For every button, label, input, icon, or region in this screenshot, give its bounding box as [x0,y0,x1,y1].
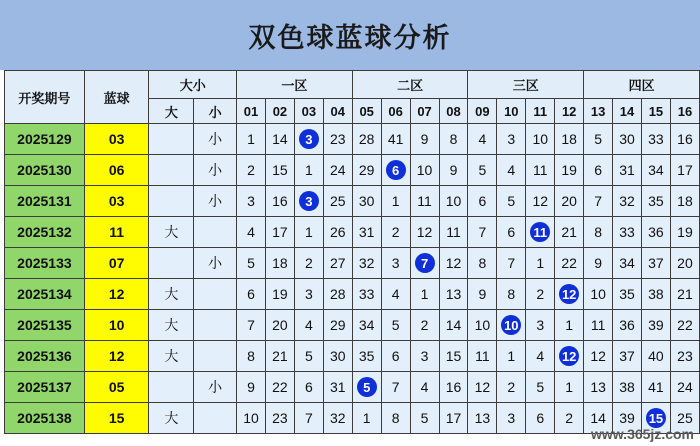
small-cell: 小 [194,372,237,403]
miss-count-cell: 2 [410,310,439,341]
miss-count-cell: 39 [641,310,670,341]
miss-count-cell: 14 [265,124,294,155]
miss-count-cell: 2 [237,155,266,186]
miss-count-cell: 1 [294,217,323,248]
miss-count-cell: 30 [613,124,642,155]
small-cell [194,217,237,248]
miss-count-cell: 40 [641,341,670,372]
blue-ball-marker: 3 [299,191,319,211]
period-cell: 2025134 [5,279,85,310]
miss-count-cell: 12 [439,248,468,279]
miss-count-cell: 16 [439,372,468,403]
miss-count-cell: 19 [670,217,699,248]
miss-count-cell: 6 [294,372,323,403]
miss-count-cell: 5 [468,155,497,186]
big-cell [149,155,194,186]
miss-count-cell: 21 [265,341,294,372]
blue-ball-marker: 15 [646,408,666,428]
miss-count-cell: 21 [555,217,584,248]
small-cell [194,341,237,372]
header-big: 大 [149,99,194,124]
miss-count-cell: 4 [526,341,555,372]
small-cell: 小 [194,155,237,186]
header-col: 16 [670,99,699,124]
header-size: 大小 [149,71,237,99]
small-cell: 小 [194,124,237,155]
hit-cell [381,155,410,186]
miss-count-cell: 28 [352,124,381,155]
miss-count-cell: 4 [294,310,323,341]
hit-cell [497,310,526,341]
miss-count-cell: 32 [613,186,642,217]
small-cell: 小 [194,248,237,279]
miss-count-cell: 8 [497,279,526,310]
big-cell [149,248,194,279]
hit-cell [555,341,584,372]
period-cell: 2025133 [5,248,85,279]
miss-count-cell: 5 [526,372,555,403]
blue-ball-marker: 7 [415,253,435,273]
miss-count-cell: 6 [237,279,266,310]
miss-count-cell: 34 [352,310,381,341]
miss-count-cell: 3 [497,124,526,155]
blue-number-cell: 05 [84,372,149,403]
miss-count-cell: 22 [670,310,699,341]
miss-count-cell: 23 [265,403,294,434]
miss-count-cell: 11 [410,186,439,217]
miss-count-cell: 5 [584,124,613,155]
miss-count-cell: 6 [584,155,613,186]
miss-count-cell: 17 [265,217,294,248]
blue-ball-marker: 6 [386,160,406,180]
big-cell [149,124,194,155]
blue-ball-marker: 5 [357,377,377,397]
miss-count-cell: 1 [237,124,266,155]
header-col: 10 [497,99,526,124]
miss-count-cell: 22 [265,372,294,403]
miss-count-cell: 9 [468,279,497,310]
header-col: 15 [641,99,670,124]
period-cell: 2025129 [5,124,85,155]
miss-count-cell: 5 [381,310,410,341]
miss-count-cell: 2 [526,279,555,310]
miss-count-cell: 11 [526,155,555,186]
miss-count-cell: 31 [613,155,642,186]
blue-number-cell: 10 [84,310,149,341]
miss-count-cell: 13 [439,279,468,310]
big-cell [149,186,194,217]
miss-count-cell: 10 [526,124,555,155]
blue-number-cell: 03 [84,186,149,217]
miss-count-cell: 26 [323,217,352,248]
miss-count-cell: 14 [584,403,613,434]
hit-cell [555,279,584,310]
miss-count-cell: 25 [670,403,699,434]
miss-count-cell: 12 [468,372,497,403]
miss-count-cell: 4 [497,155,526,186]
header-col: 06 [381,99,410,124]
watermark: www.365jz.com [591,426,694,442]
miss-count-cell: 19 [555,155,584,186]
miss-count-cell: 12 [410,217,439,248]
miss-count-cell: 8 [439,124,468,155]
miss-count-cell: 10 [237,403,266,434]
header-col: 04 [323,99,352,124]
period-cell: 2025131 [5,186,85,217]
header-col: 09 [468,99,497,124]
blue-ball-marker: 11 [530,222,550,242]
small-cell: 小 [194,186,237,217]
miss-count-cell: 7 [584,186,613,217]
blue-number-cell: 12 [84,279,149,310]
big-cell [149,372,194,403]
miss-count-cell: 31 [352,217,381,248]
header-col: 07 [410,99,439,124]
table-row [5,155,700,186]
miss-count-cell: 9 [584,248,613,279]
header-col: 13 [584,99,613,124]
period-cell: 2025132 [5,217,85,248]
miss-count-cell: 7 [237,310,266,341]
miss-count-cell: 3 [294,279,323,310]
miss-count-cell: 18 [265,248,294,279]
miss-count-cell: 28 [323,279,352,310]
header-zone-1: 一区 [237,71,353,99]
miss-count-cell: 3 [526,310,555,341]
miss-count-cell: 33 [641,124,670,155]
blue-number-cell: 11 [84,217,149,248]
miss-count-cell: 1 [497,341,526,372]
blue-number-cell: 03 [84,124,149,155]
miss-count-cell: 38 [641,279,670,310]
miss-count-cell: 20 [265,310,294,341]
miss-count-cell: 7 [497,248,526,279]
miss-count-cell: 37 [613,341,642,372]
miss-count-cell: 23 [323,124,352,155]
miss-count-cell: 31 [323,372,352,403]
miss-count-cell: 22 [555,248,584,279]
small-cell [194,310,237,341]
miss-count-cell: 15 [265,155,294,186]
miss-count-cell: 36 [613,310,642,341]
table-row [5,217,700,248]
miss-count-cell: 38 [613,372,642,403]
table-row [5,372,700,403]
miss-count-cell: 15 [439,341,468,372]
header-col: 11 [526,99,555,124]
blue-number-cell: 12 [84,341,149,372]
miss-count-cell: 3 [410,341,439,372]
miss-count-cell: 41 [641,372,670,403]
miss-count-cell: 13 [584,372,613,403]
miss-count-cell: 10 [410,155,439,186]
miss-count-cell: 35 [352,341,381,372]
miss-count-cell: 7 [294,403,323,434]
table-row [5,124,700,155]
miss-count-cell: 17 [439,403,468,434]
miss-count-cell: 7 [468,217,497,248]
miss-count-cell: 5 [294,341,323,372]
miss-count-cell: 1 [526,248,555,279]
big-cell: 大 [149,341,194,372]
miss-count-cell: 6 [497,217,526,248]
miss-count-cell: 35 [613,279,642,310]
miss-count-cell: 25 [323,186,352,217]
hit-cell [294,186,323,217]
miss-count-cell: 4 [410,372,439,403]
header-col: 14 [613,99,642,124]
miss-count-cell: 6 [381,341,410,372]
miss-count-cell: 1 [352,403,381,434]
miss-count-cell: 11 [468,341,497,372]
miss-count-cell: 33 [613,217,642,248]
miss-count-cell: 14 [439,310,468,341]
miss-count-cell: 34 [613,248,642,279]
miss-count-cell: 3 [381,248,410,279]
miss-count-cell: 13 [468,403,497,434]
miss-count-cell: 32 [352,248,381,279]
header-col: 05 [352,99,381,124]
analysis-table [4,70,700,434]
miss-count-cell: 2 [497,372,526,403]
table-row [5,341,700,372]
miss-count-cell: 24 [670,372,699,403]
header-period: 开奖期号 [5,71,85,124]
miss-count-cell: 16 [265,186,294,217]
blue-ball-marker: 3 [299,129,319,149]
miss-count-cell: 27 [323,248,352,279]
miss-count-cell: 39 [613,403,642,434]
hit-cell [410,248,439,279]
miss-count-cell: 6 [468,186,497,217]
miss-count-cell: 1 [555,310,584,341]
miss-count-cell: 19 [265,279,294,310]
miss-count-cell: 16 [670,124,699,155]
blue-ball-marker: 12 [559,284,579,304]
period-cell: 2025137 [5,372,85,403]
header-zone-3: 三区 [468,71,584,99]
header-col: 12 [555,99,584,124]
page-title: 双色球蓝球分析 [0,0,700,70]
miss-count-cell: 35 [641,186,670,217]
miss-count-cell: 11 [584,310,613,341]
table-row [5,310,700,341]
miss-count-cell: 10 [584,279,613,310]
miss-count-cell: 5 [410,403,439,434]
miss-count-cell: 18 [555,124,584,155]
miss-count-cell: 10 [439,186,468,217]
period-cell: 2025130 [5,155,85,186]
miss-count-cell: 8 [468,248,497,279]
header-zone-4: 四区 [584,71,700,99]
blue-number-cell: 06 [84,155,149,186]
miss-count-cell: 30 [323,341,352,372]
miss-count-cell: 34 [641,155,670,186]
header-col: 02 [265,99,294,124]
miss-count-cell: 12 [526,186,555,217]
big-cell: 大 [149,403,194,434]
miss-count-cell: 20 [670,248,699,279]
miss-count-cell: 1 [381,186,410,217]
blue-ball-marker: 10 [501,315,521,335]
miss-count-cell: 17 [670,155,699,186]
miss-count-cell: 1 [555,372,584,403]
blue-number-cell: 07 [84,248,149,279]
header-col: 08 [439,99,468,124]
miss-count-cell: 30 [352,186,381,217]
miss-count-cell: 29 [323,310,352,341]
miss-count-cell: 9 [410,124,439,155]
header-col: 01 [237,99,266,124]
miss-count-cell: 37 [641,248,670,279]
miss-count-cell: 32 [323,403,352,434]
miss-count-cell: 4 [381,279,410,310]
miss-count-cell: 2 [381,217,410,248]
hit-cell [352,372,381,403]
miss-count-cell: 5 [237,248,266,279]
hit-cell [294,124,323,155]
header-col: 03 [294,99,323,124]
table-row [5,279,700,310]
miss-count-cell: 5 [497,186,526,217]
header-zone-2: 二区 [352,71,468,99]
blue-number-cell: 15 [84,403,149,434]
period-cell: 2025138 [5,403,85,434]
header-small: 小 [194,99,237,124]
table-row [5,248,700,279]
period-cell: 2025135 [5,310,85,341]
big-cell: 大 [149,217,194,248]
blue-ball-marker: 12 [559,346,579,366]
miss-count-cell: 23 [670,341,699,372]
miss-count-cell: 10 [468,310,497,341]
miss-count-cell: 9 [237,372,266,403]
miss-count-cell: 29 [352,155,381,186]
miss-count-cell: 2 [555,403,584,434]
header-blue: 蓝球 [84,71,149,124]
miss-count-cell: 4 [468,124,497,155]
miss-count-cell: 12 [584,341,613,372]
miss-count-cell: 41 [381,124,410,155]
miss-count-cell: 3 [237,186,266,217]
big-cell: 大 [149,279,194,310]
miss-count-cell: 18 [670,186,699,217]
miss-count-cell: 8 [381,403,410,434]
miss-count-cell: 1 [410,279,439,310]
miss-count-cell: 2 [294,248,323,279]
miss-count-cell: 3 [497,403,526,434]
miss-count-cell: 4 [237,217,266,248]
miss-count-cell: 6 [526,403,555,434]
big-cell: 大 [149,310,194,341]
miss-count-cell: 8 [584,217,613,248]
miss-count-cell: 20 [555,186,584,217]
miss-count-cell: 7 [381,372,410,403]
miss-count-cell: 33 [352,279,381,310]
miss-count-cell: 9 [439,155,468,186]
miss-count-cell: 36 [641,217,670,248]
miss-count-cell: 8 [237,341,266,372]
period-cell: 2025136 [5,341,85,372]
small-cell [194,279,237,310]
miss-count-cell: 21 [670,279,699,310]
small-cell [194,403,237,434]
miss-count-cell: 11 [439,217,468,248]
hit-cell [526,217,555,248]
miss-count-cell: 24 [323,155,352,186]
table-row [5,186,700,217]
miss-count-cell: 1 [294,155,323,186]
